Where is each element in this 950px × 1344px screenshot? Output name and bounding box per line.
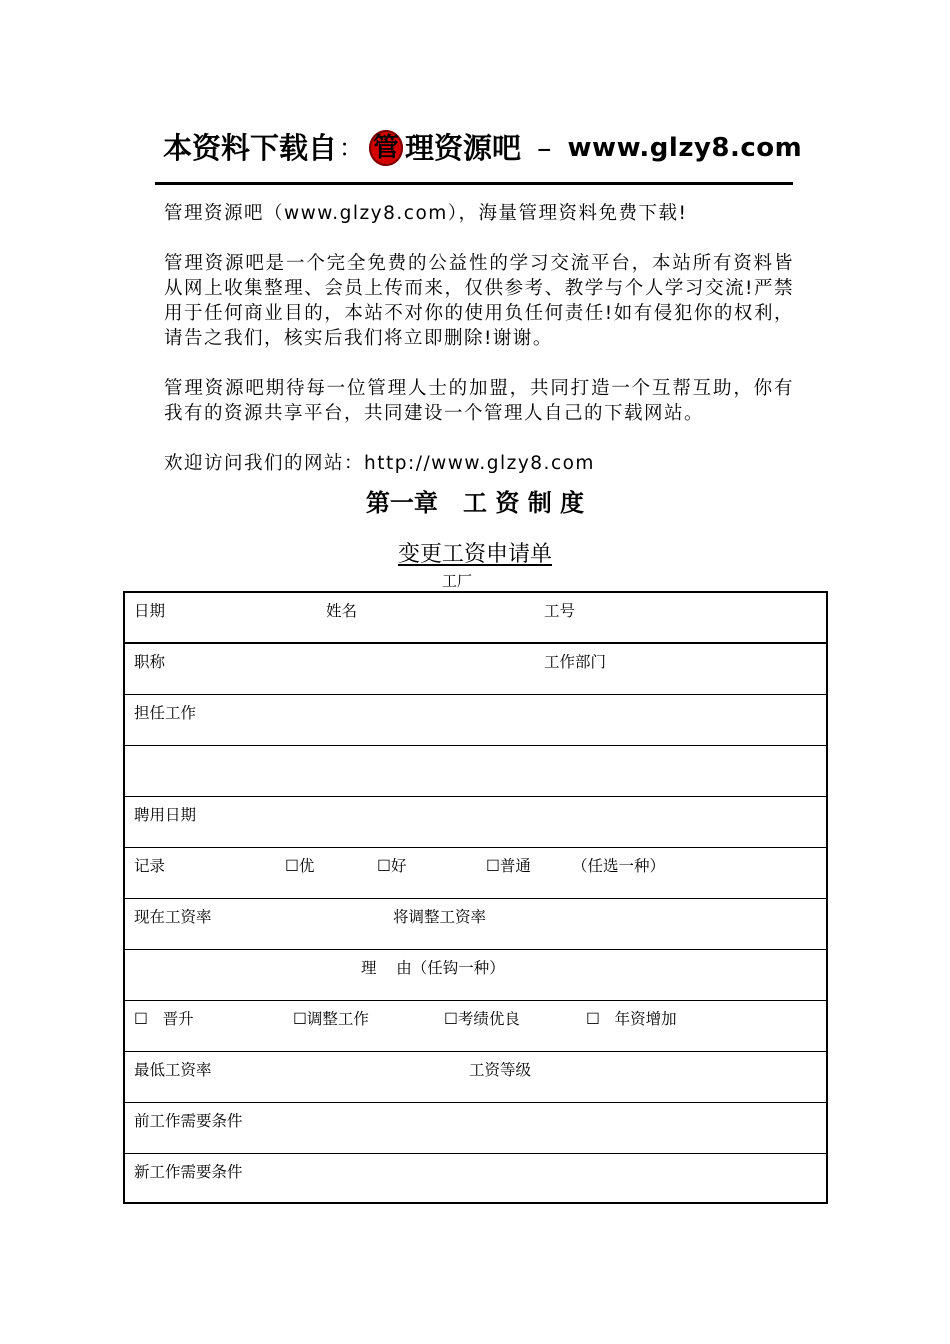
- intro-paragraph-2: 管理资源吧是一个完全免费的公益性的学习交流平台，本站所有资料皆从网上收集整理、会员上传而来，仅供参考、教学与个人学习交流!严禁用于任何商业目的，本站不对你的使用负任何责任!如有侵犯你的权利，请告之我们，核实后我们将立即删除!谢谢。: [164, 253, 794, 349]
- option-seniority[interactable]: ☐ 年资增加: [586, 1010, 677, 1028]
- option-job-adjust[interactable]: ☐调整工作: [293, 1010, 369, 1028]
- form-row-reason-options: [125, 1001, 826, 1052]
- department-label: 工作部门: [544, 653, 607, 671]
- record-label: 记录: [134, 857, 166, 875]
- site-url[interactable]: www.glzy8.com: [567, 133, 803, 163]
- salary-grade-label: 工资等级: [469, 1061, 532, 1079]
- banner-colon: ：: [339, 134, 364, 162]
- new-job-req-label: 新工作需要条件: [134, 1163, 243, 1181]
- current-rate-label: 现在工资率: [134, 908, 212, 926]
- banner-lead: 本资料下载自: [163, 131, 338, 165]
- employee-id-label: 工号: [544, 602, 576, 620]
- form-row-duty: [125, 695, 826, 746]
- banner-dash: –: [537, 131, 552, 165]
- form-row-grade: [125, 1052, 826, 1103]
- site-name: 理资源吧: [405, 131, 522, 165]
- header-divider: [155, 182, 793, 185]
- option-performance[interactable]: ☐考绩优良: [444, 1010, 520, 1028]
- form-row-record: [125, 848, 826, 899]
- date-label: 日期: [134, 602, 166, 620]
- intro-paragraph-1: 管理资源吧（www.glzy8.com），海量管理资料免费下载!: [164, 203, 688, 224]
- form-row-prev-req: [125, 1103, 826, 1154]
- new-rate-label: 将调整工资率: [393, 908, 487, 926]
- form-row-blank: [125, 746, 826, 797]
- download-banner: [163, 126, 803, 170]
- intro-paragraph-3: 管理资源吧期待每一位管理人士的加盟，共同打造一个互帮互助，你有我有的资源共享平台，共同建设一个管理人自己的下载网站。: [164, 378, 794, 424]
- job-title-label: 职称: [134, 653, 166, 671]
- form-row-hire-date: [125, 797, 826, 848]
- form-title-wrap: [0, 540, 950, 570]
- name-label: 姓名: [326, 602, 358, 620]
- form-row-rates: [125, 899, 826, 950]
- form-row-new-req: [125, 1154, 826, 1205]
- factory-label: 工厂: [442, 572, 473, 590]
- min-rate-label: 最低工资率: [134, 1061, 212, 1079]
- form-row-reason: [125, 950, 826, 1001]
- site-logo-icon: 管: [369, 130, 403, 166]
- form-row-date: [125, 593, 826, 644]
- choose-one-note: （任选一种）: [572, 857, 666, 875]
- option-good[interactable]: ☐好: [377, 857, 407, 875]
- chapter-title: 第一章 工 资 制 度: [365, 489, 585, 517]
- option-excellent[interactable]: ☐优: [285, 857, 315, 875]
- intro-paragraph-4: 欢迎访问我们的网站：http://www.glzy8.com: [164, 453, 595, 474]
- reason-label: 理 由（任钩一种）: [361, 959, 505, 977]
- option-promotion[interactable]: ☐ 晋升: [134, 1010, 194, 1028]
- form-row-title: [125, 644, 826, 695]
- duty-label: 担任工作: [134, 704, 197, 722]
- form-title: 变更工资申请单: [397, 542, 552, 567]
- prev-job-req-label: 前工作需要条件: [134, 1112, 243, 1130]
- salary-change-form: [123, 591, 828, 1204]
- option-normal[interactable]: ☐普通: [486, 857, 531, 875]
- hire-date-label: 聘用日期: [134, 806, 197, 824]
